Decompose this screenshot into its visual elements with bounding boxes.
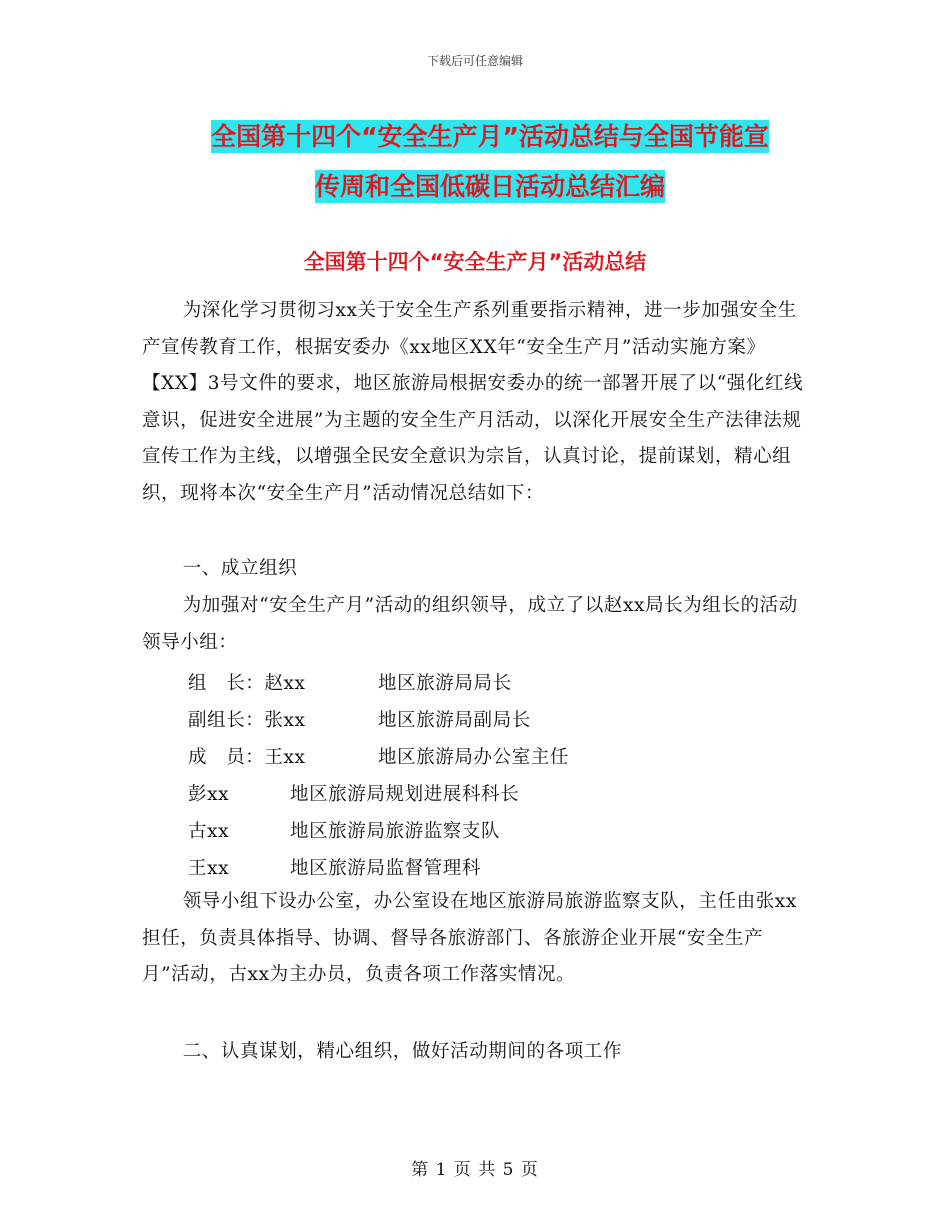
document-title-line2: 传周和全国低碳日活动总结汇编 xyxy=(314,172,665,201)
member-title: 地区旅游局旅游监察支队 xyxy=(290,821,501,842)
member-role: 组 长：赵xx xyxy=(188,673,306,694)
member-title: 地区旅游局局长 xyxy=(378,673,512,694)
member-title: 地区旅游局副局长 xyxy=(378,710,531,731)
member-title: 地区旅游局规划进展科科长 xyxy=(290,784,520,805)
member-role: 彭xx xyxy=(188,784,230,805)
office-paragraph: 领导小组下设办公室，办公室设在地区旅游局旅游监察支队，主任由张xx担任，负责具体指导、协调、督导各旅游部门、各旅游企业开展“安全生产月”活动，古xx为主办员，负责各项工作落实情况。 xyxy=(142,891,797,985)
member-role: 古xx xyxy=(188,821,230,842)
member-title: 地区旅游局办公室主任 xyxy=(378,747,570,768)
member-role: 副组长：张xx xyxy=(188,710,306,731)
member-role: 王xx xyxy=(188,858,230,879)
document-title xyxy=(150,112,830,212)
section-title: 全国第十四个“安全生产月”活动总结 xyxy=(303,250,647,274)
header-note: 下载后可任意编辑 xyxy=(426,54,523,68)
section-heading-1: 一、成立组织 xyxy=(182,558,298,579)
document-title-line1: 全国第十四个“安全生产月”活动总结与全国节能宣 xyxy=(211,122,769,151)
section-heading-2: 二、认真谋划，精心组织，做好活动期间的各项工作 xyxy=(182,1041,622,1062)
page-number: 第 1 页 共 5 页 xyxy=(411,1160,539,1180)
member-role: 成 员：王xx xyxy=(188,747,306,768)
intro-paragraph: 为深化学习贯彻习xx关于安全生产系列重要指示精神，进一步加强安全生产宣传教育工作，根据安委办《xx地区XX年“安全生产月”活动实施方案》【XX】3号文件的要求，地区旅游局根据安委办的统一部署开展了以“强化红线意识，促进安全进展”为主题的安全生产月活动，以深化开展安全生产法律法规宣传工作为主线，以增强全民安全意识为宗旨，认真讨论，提前谋划，精心组织，现将本次“安全生产月”活动情况总结如下： xyxy=(142,300,804,504)
org-intro-paragraph: 为加强对“安全生产月”活动的组织领导，成立了以赵xx局长为组长的活动领导小组： xyxy=(142,595,798,653)
member-title: 地区旅游局监督管理科 xyxy=(290,858,482,879)
